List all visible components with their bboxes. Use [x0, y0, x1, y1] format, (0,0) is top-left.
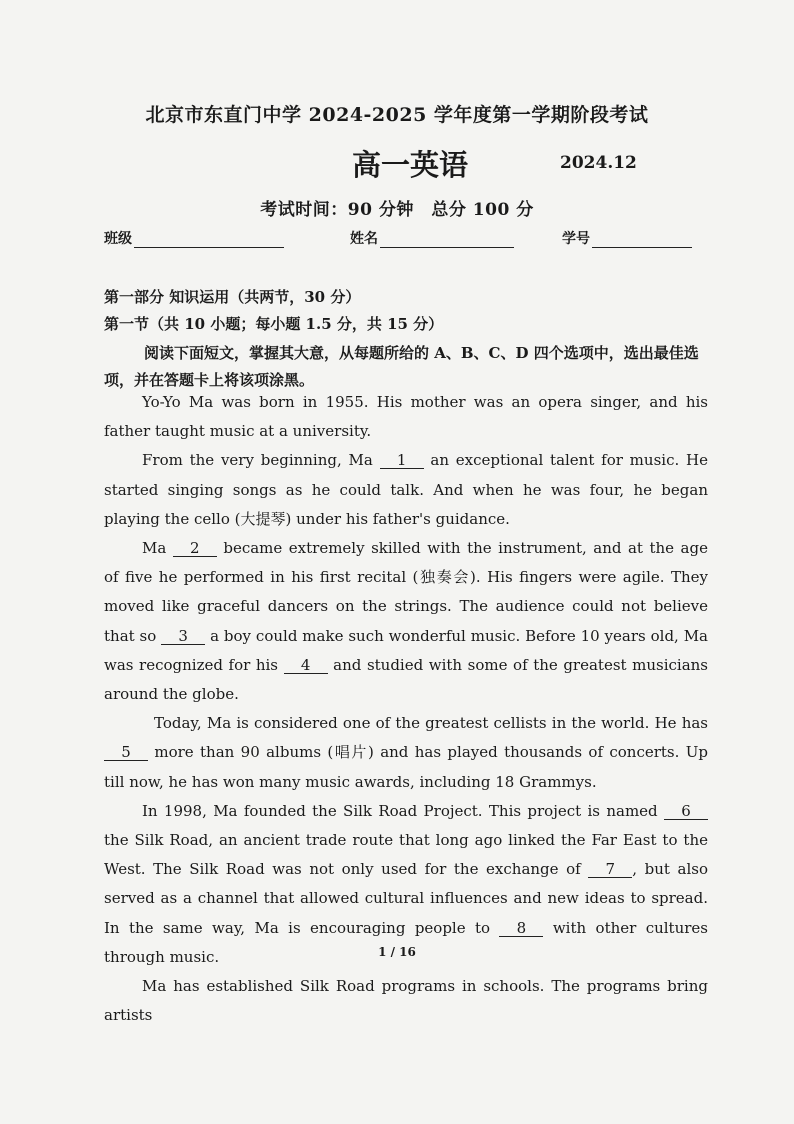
exam-time-score: 考试时间：90 分钟 总分 100 分: [260, 200, 534, 220]
student-id-field: [562, 228, 692, 248]
subject-title: 高一英语: [352, 148, 469, 182]
paragraph-5-text-d: with other cultures through music.: [104, 918, 708, 966]
paragraph-4-text-a: Today, Ma is considered one of the greatest cellists in the world. He has: [154, 714, 708, 733]
paragraph-1-text: Yo-Yo Ma was born in 1955. His mother was an opera singer, and his father taught music at a university.: [104, 393, 708, 441]
name-field: [350, 228, 514, 248]
name-blank-line: [380, 231, 514, 248]
paragraph-2: [104, 446, 708, 534]
paragraph-4: [104, 709, 708, 797]
paragraph-4-text-b: more than 90 albums (唱片) and has played thousands of concerts. Up till now, he has won many music awards, including 18 Grammys.: [104, 743, 708, 791]
part-heading: 第一部分 知识运用（共两节，30 分）: [104, 288, 361, 306]
paragraph-2-text-a: From the very beginning, Ma: [142, 451, 373, 470]
paragraph-6: [104, 972, 708, 1030]
name-label: 姓名: [350, 231, 378, 247]
blank-1: 1: [380, 452, 424, 469]
student-info-row: [104, 228, 704, 252]
blank-8: 8: [499, 920, 543, 937]
paragraph-5-text-a: In 1998, Ma founded the Silk Road Project. This project is named: [142, 801, 658, 820]
section-subheading: 第一节（共 10 小题；每小题 1.5 分，共 15 分）: [104, 315, 444, 333]
paragraph-3-text-b: became extremely skilled with the instrument, and at the age of five he performed in his first recital (独奏会). His fingers were agile. They moved like graceful dancers on the strings. The audience could not believe that so: [104, 539, 708, 645]
school-exam-title: 北京市东直门中学 2024-2025 学年度第一学期阶段考试: [145, 104, 649, 126]
class-field: [104, 228, 284, 248]
blank-6: 6: [664, 803, 708, 820]
paragraph-5-text-c: , but also served as a channel that allowed cultural influences and new ideas to spread. In the same way, Ma is encouraging people to: [104, 860, 708, 937]
exam-date: 2024.12: [560, 153, 637, 173]
paragraph-2-text-b: an exceptional talent for music. He started singing songs as he could talk. And when he was four, he began playing the cello (大提琴) under his father's guidance.: [104, 451, 708, 528]
paragraph-6-text: Ma has established Silk Road programs in schools. The programs bring artists: [104, 977, 708, 1025]
instructions: 阅读下面短文，掌握其大意，从每题所给的 A、B、C、D 四个选项中，选出最佳选项，并在答题卡上将该项涂黑。: [104, 344, 699, 389]
class-label: 班级: [104, 231, 132, 247]
blank-2: 2: [173, 540, 217, 557]
blank-4: 4: [284, 657, 328, 674]
paragraph-3: [104, 534, 708, 709]
paragraph-3-text-d: and studied with some of the greatest musicians around the globe.: [104, 655, 708, 704]
paragraph-3-text-a: Ma: [142, 539, 167, 558]
subject-row: [0, 143, 794, 183]
paragraph-1: [104, 388, 708, 446]
blank-5: 5: [104, 744, 148, 761]
paragraph-3-text-c: a boy could make such wonderful music. Before 10 years old, Ma was recognized for his: [104, 626, 709, 674]
paragraph-5-text-b: the Silk Road, an ancient trade route that long ago linked the Far East to the West. The Silk Road was not only used for the exchange of: [104, 831, 708, 879]
blank-3: 3: [161, 628, 205, 645]
student-id-label: 学号: [562, 231, 590, 247]
class-blank-line: [134, 231, 284, 248]
page-number: 1 / 16: [378, 945, 416, 959]
reading-passage: [104, 388, 708, 1030]
blank-7: 7: [588, 861, 632, 878]
student-id-blank-line: [592, 231, 692, 248]
